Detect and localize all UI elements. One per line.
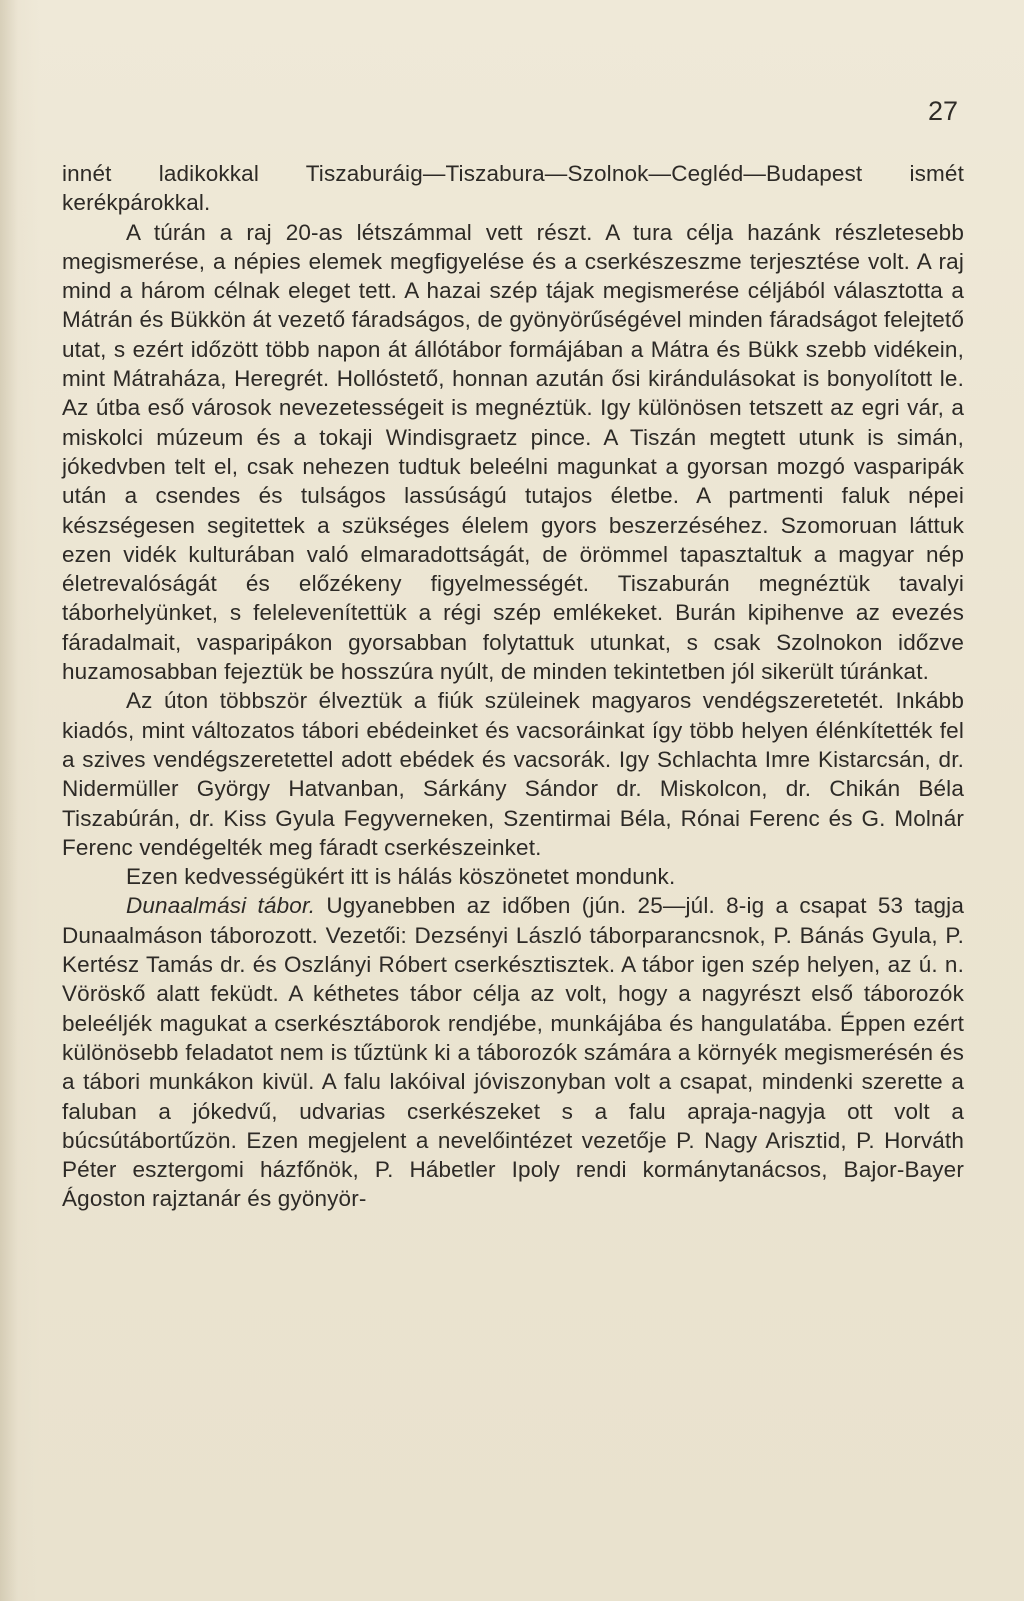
page-number: 27: [927, 96, 958, 126]
section-lead-title: Dunaalmási tábor.: [126, 893, 316, 919]
paragraph-hospitality: Az úton többször élveztük a fiúk szüleinek magyaros vendégszeretetét. Inkább kiadós, mint változatos tábori ebédeinket és vacsoráinkat így több helyen élénkítették fel a szives vendégszeretettel adott ebédek és vacsorák. Igy Schlachta Imre Kistarcsán, dr. Nidermüller György Hatvanban, Sárkány Sándor dr. Miskolcon, dr. Chikán Béla Tiszabúrán, dr. Kiss Gyula Fegyverneken, Szentirmai Béla, Rónai Ferenc és G. Molnár Ferenc vendégelték meg fáradt cserkészeinket.: [62, 688, 964, 860]
paragraph-thanks: Ezen kedvességükért itt is hálás köszönetet mondunk.: [126, 864, 676, 890]
paragraph-dunaalmas-text: Ugyanebben az időben (jún. 25—júl. 8-ig a csapat 53 tagja Dunaalmáson táborozott. Vezetői: Dezsényi László táborparancsnok, P. Bánás Gyula, P. Kertész Tamás dr. és Oszlányi Róbert cserkésztisztek. A tábor igen szép helyen, az ú. n. Vöröskő alatt feküdt. A kéthetes tábor célja az volt, hogy a nagyrészt első táborozók beleéljék magukat a cserkésztáborok rendjébe, munkájába és hangulatába. Éppen ezért különösebb feladatot nem is tűztünk ki a táborozók számára a környék megismerésén és a tábori munkákon kivül. A falu lakóival jóviszonyban volt a csapat, mindenki szerette a faluban a jókedvű, udvarias cserkészeket s a falu apraja-nagyja ott volt a búcsútábortűzön. Ezen megjelent a nevelőintézet vezetője P. Nagy Arisztid, P. Horváth Péter esztergomi házfőnök, P. Hábetler Ipoly rendi kormánytanácsos, Bajor-Bayer Ágoston rajztanár és gyönyör-: [62, 893, 964, 1212]
paragraph-dunaalmas-camp: [62, 891, 964, 1213]
paragraph-route: innét ladikokkal Tiszaburáig—Tiszabura—Szolnok—Cegléd—Budapest ismét kerékpárokkal.: [62, 161, 964, 216]
paragraph-tour-summary: A túrán a raj 20-as létszámmal vett részt. A tura célja hazánk részletesebb megismerése, a népies elemek megfigyelése és a cserkészeszme terjesztése volt. A raj mind a három célnak eleget tett. A hazai szép tájak megismerése céljából választotta a Mátrán és Bükkön át vezető fáradságos, de gyönyörűségével minden fáradságot felejtető utat, s ezért időzött több napon át állótábor formájában a Mátra és Bükk szebb vidékein, mint Mátraháza, Heregrét. Hollóstető, honnan azután ősi kirándulásokat is bonyolított le. Az útba eső városok nevezetességeit is megnéztük. Igy különösen tetszett az egri vár, a miskolci múzeum és a tokaji Windisgraetz pince. A Tiszán megtett utunk is simán, jókedvben telt el, csak nehezen tudtuk beleélni magunkat a gyorsan mozgó vasparipák után a csendes és tulságos lassúságú tutajos életbe. A partmenti faluk népei készségesen segitettek a szükséges élelem gyors beszerzéséhez. Szomoruan láttuk ezen vidék kulturában való elmaradottságát, de örömmel tapasztaltuk a magyar nép életrevalóságát és előzékeny figyelmességét. Tiszaburán megnéztük tavalyi táborhelyünket, s felelevenítettük a régi szép emlékeket. Burán kipihenve az evezés fáradalmait, vasparipákon gyorsabban folytattuk utunkat, s csak Szolnokon időzve huzamosabban fejeztük be hosszúra nyúlt, de minden tekintetben jól sikerült túránkat.: [62, 219, 964, 685]
page-body-text: [62, 159, 964, 1214]
